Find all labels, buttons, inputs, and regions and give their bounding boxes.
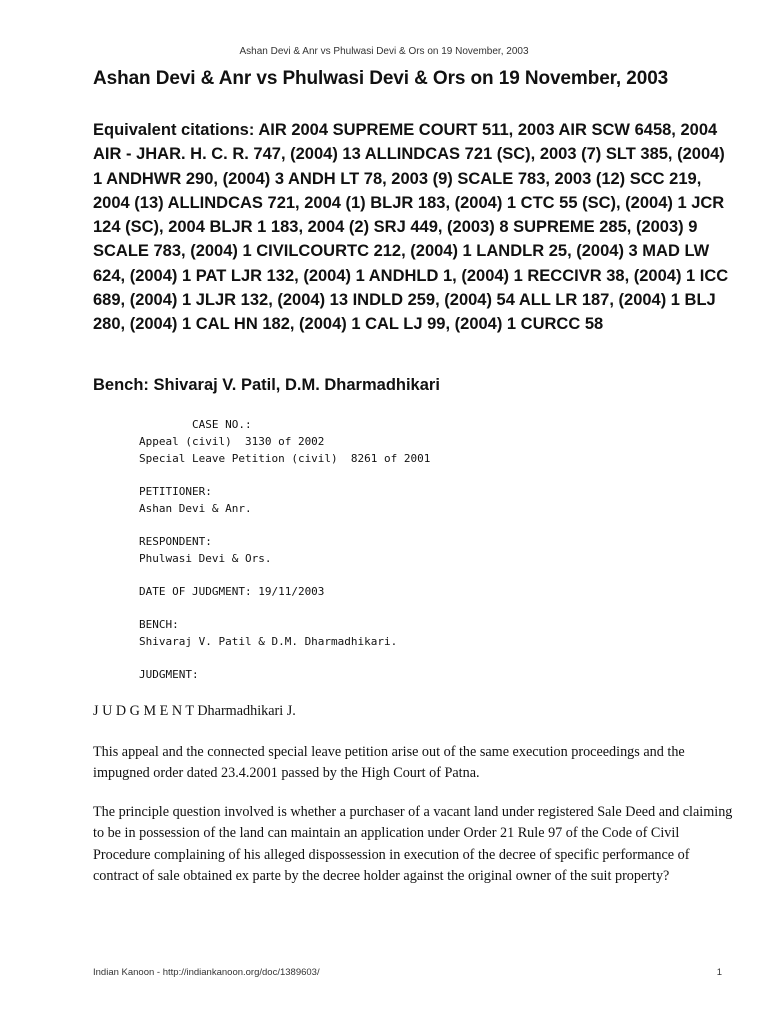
page-number: 1 [716,967,722,978]
bench-heading: BENCH: [139,618,179,631]
slp-number: Special Leave Petition (civil) 8261 of 2001 [139,452,431,465]
equivalent-citations: Equivalent citations: AIR 2004 SUPREME COURT 511, 2003 AIR SCW 6458, 2004 AIR - JHAR. H. C. R. 747, (2004) 13 ALLINDCAS 721 (SC), 2003 (7) SLT 385, (2004) 1 ANDHWR 290, (2004) 3 ANDH LT 78, 2003 (9) SCALE 783, 2003 (12) SCC 219, 2004 (13) ALLINDCAS 721, 2004 (1) BLJR 183, (2004) 1 CTC 55 (SC), (2004) 1 JCR 124 (SC), 2004 BLJR 1 183, 2004 (2) SRJ 449, (2003) 8 SUPREME 285, (2003) 9 SCALE 783, (2004) 1 CIVILCOURTC 212, (2004) 1 LANDLR 25, (2004) 3 MAD LW 624, (2004) 1 PAT LJR 132, (2004) 1 ANDHLD 1, (2004) 1 RECCIVR 38, (2004) 1 ICC 689, (2004) 1 JLJR 132, (2004) 13 INDLD 259, (2004) 54 ALL LR 187, (2004) 1 BLJ 280, (2004) 1 CAL HN 182, (2004) 1 CAL LJ 99, (2004) 1 CURCC 58 [93,121,729,334]
footer-source: Indian Kanoon - http://indiankanoon.org/doc/1389603/ [93,967,320,978]
bench-line: Bench: Shivaraj V. Patil, D.M. Dharmadhikari [93,376,440,394]
running-header: Ashan Devi & Anr vs Phulwasi Devi & Ors on 19 November, 2003 [239,46,529,57]
bench-names: Shivaraj V. Patil & D.M. Dharmadhikari. [139,635,398,648]
respondent-heading: RESPONDENT: [139,535,212,548]
respondent-name: Phulwasi Devi & Ors. [139,552,272,565]
appeal-number: Appeal (civil) 3130 of 2002 [139,435,325,448]
case-no-heading: CASE NO.: [139,418,252,431]
petitioner-heading: PETITIONER: [139,485,212,498]
date-of-judgment: DATE OF JUDGMENT: 19/11/2003 [139,585,325,598]
paragraph-1: This appeal and the connected special leave petition arise out of the same execution proceedings and the impugned order dated 23.4.2001 passed by the High Court of Patna. [93,744,685,782]
paragraph-2: The principle question involved is whether a purchaser of a vacant land under registered Sale Deed and claiming to be in possession of the land can maintain an application under Order 21 Rule 97 of the Code of Civil Procedure complaining of his alleged dispossession in execution of the decree of specific performance of contract of sale obtained ex parte by the decree holder against the original owner of the suit property? [93,804,733,884]
judgment-heading: JUDGMENT: [139,668,199,681]
petitioner-name: Ashan Devi & Anr. [139,502,252,515]
document-title: Ashan Devi & Anr vs Phulwasi Devi & Ors on 19 November, 2003 [93,68,669,89]
judgment-author-line: J U D G M E N T Dharmadhikari J. [93,703,296,719]
